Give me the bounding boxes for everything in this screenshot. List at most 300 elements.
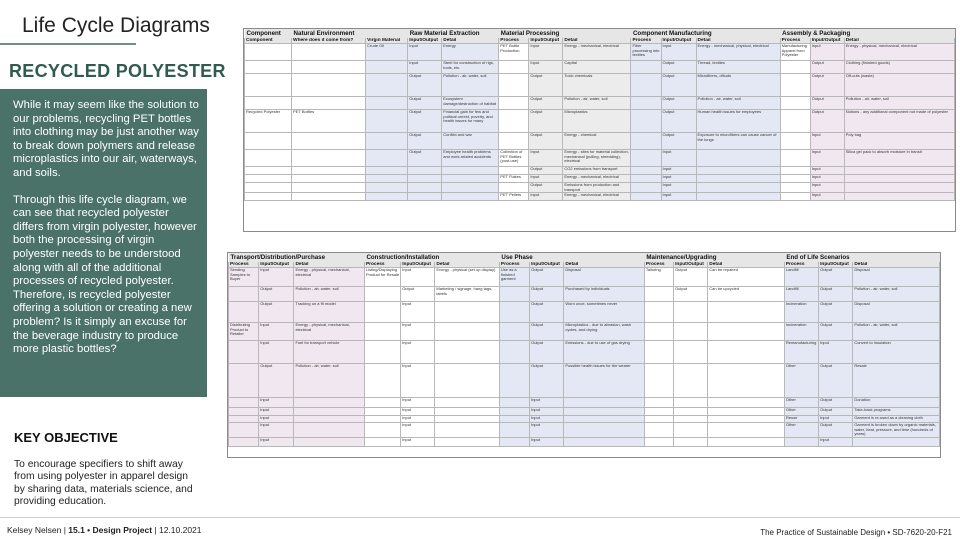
stage-group-label: Component (245, 29, 292, 38)
table-cell (780, 133, 810, 150)
table-cell (564, 398, 645, 408)
table-cell: Output (529, 133, 563, 150)
column-header: Input/Output (661, 38, 696, 44)
column-header: Input/Output (529, 38, 563, 44)
column-header: Input/Output (259, 262, 294, 268)
table-row (245, 74, 955, 97)
table-cell (499, 408, 529, 416)
table-cell: Output (529, 110, 563, 133)
table-cell: Input (259, 323, 294, 341)
footer-course: The Practice of Sustainable Design • SD-7620-20-F21 (760, 528, 952, 537)
stage-group-label: Material Processing (499, 29, 631, 38)
table-cell: PET Pellets (499, 193, 529, 201)
table-cell: Input (530, 416, 564, 423)
column-header: Detail (294, 262, 365, 268)
table-cell: Output (529, 183, 563, 193)
table-cell (364, 423, 400, 438)
table-cell: Emissions - due to use of gas drying (564, 341, 645, 364)
table-cell: Input (530, 437, 564, 446)
table-cell (674, 416, 708, 423)
table-cell (708, 302, 785, 323)
table-cell (435, 364, 499, 398)
table-cell (366, 183, 408, 193)
lifecycle-table-bottom-grid (228, 253, 940, 447)
table-cell: Input (401, 416, 435, 423)
table-cell (631, 133, 661, 150)
column-header: Virgin Material (366, 38, 408, 44)
table-cell (674, 437, 708, 446)
table-cell: Landfill (784, 287, 818, 302)
table-row (229, 302, 940, 323)
table-cell (366, 61, 408, 74)
table-cell (631, 183, 661, 193)
table-cell: Worn once, sometimes never (564, 302, 645, 323)
stage-group-label: Construction/Installation (364, 253, 499, 262)
table-cell: Steel for construction of rigs, tools, etc. (442, 61, 499, 74)
table-cell (442, 193, 499, 201)
table-cell (292, 183, 366, 193)
table-cell: Energy (442, 44, 499, 61)
table-cell (499, 364, 529, 398)
table-cell (708, 423, 785, 438)
table-cell (708, 398, 785, 408)
table-cell (229, 341, 259, 364)
table-cell (631, 150, 661, 167)
table-cell (245, 193, 292, 201)
key-objective-text: To encourage specifiers to shift away from using polyester in apparel design by sharing data, materials science, and providing education. (14, 459, 193, 508)
table-cell (408, 167, 442, 175)
table-cell (292, 74, 366, 97)
table-cell: Pollution - air, water, soil (294, 364, 365, 398)
table-cell (245, 175, 292, 183)
table-cell (644, 423, 673, 438)
table-cell: Microplastics - due to abrasion, wash cycles, and drying (564, 323, 645, 341)
table-cell (499, 323, 529, 341)
table-row (245, 133, 955, 150)
table-cell: Input (810, 44, 844, 61)
table-cell: Microfibers, offcuts (696, 74, 780, 97)
table-cell (644, 323, 673, 341)
stage-group-row (245, 29, 955, 38)
column-header: Process (644, 262, 673, 268)
column-header: Process (784, 262, 818, 268)
table-cell (644, 408, 673, 416)
column-header: Detail (844, 38, 954, 44)
table-cell (696, 193, 780, 201)
table-cell (674, 423, 708, 438)
table-cell (292, 97, 366, 110)
table-cell: Listing/Displaying Product for Resale (364, 268, 400, 287)
table-cell: Output (530, 268, 564, 287)
table-cell (408, 193, 442, 201)
table-cell (631, 97, 661, 110)
column-header: Detail (708, 262, 785, 268)
table-cell (364, 364, 400, 398)
table-cell (674, 398, 708, 408)
table-cell (366, 175, 408, 183)
table-cell: Pollution - air, water, soil (696, 97, 780, 110)
table-cell: Landfill (784, 268, 818, 287)
column-header: Detail (442, 38, 499, 44)
table-cell (674, 341, 708, 364)
table-cell: Input (259, 416, 294, 423)
table-cell: Incineration (784, 302, 818, 323)
table-cell: Output (661, 74, 696, 97)
table-cell (780, 150, 810, 167)
table-cell: Output (259, 302, 294, 323)
table-cell (780, 74, 810, 97)
table-cell (696, 150, 780, 167)
table-cell: Remanufacturing (784, 341, 818, 364)
table-cell: Recycled Polyester (245, 110, 292, 133)
table-cell: Input (401, 398, 435, 408)
table-cell (499, 287, 529, 302)
table-cell (708, 437, 785, 446)
description-paragraph-1: While it may seem like the solution to our problems, recycling PET bottles into clothing may be just another way to break down polymers and release microplastics into our air, waterways, and soils. (13, 99, 199, 179)
table-cell: Input (810, 183, 844, 193)
table-cell: Thread, textiles (696, 61, 780, 74)
table-cell: Input (661, 150, 696, 167)
description-paragraph-2: Through this life cycle diagram, we can see that recycled polyester differs from virgin polyester, however both the processing of virgin polyester needs to be understood along with all of the additional processes of recycled polyester. Therefore, is recycled polyester offering a solution or creating a new problem? Is it simply an excuse for the beverage industry to produce more plastic bottles? (13, 193, 197, 356)
table-cell: Reuse (784, 416, 818, 423)
table-cell: Emissions from production and transport (563, 183, 631, 193)
table-cell: Output (530, 323, 564, 341)
table-cell: Input (401, 423, 435, 438)
column-header: Input/Output (401, 262, 435, 268)
table-cell: Input (810, 133, 844, 150)
table-cell (229, 398, 259, 408)
table-cell: Tailoring (644, 268, 673, 287)
table-cell (780, 193, 810, 201)
table-row (245, 193, 955, 201)
table-cell (435, 302, 499, 323)
table-cell: Input (529, 61, 563, 74)
lifecycle-table-top-grid (244, 29, 955, 201)
table-cell (245, 167, 292, 175)
table-cell: Output (810, 97, 844, 110)
table-cell: Output (529, 74, 563, 97)
table-cell: Output (819, 364, 853, 398)
table-row (245, 110, 955, 133)
table-cell (631, 61, 661, 74)
key-objective-heading: KEY OBJECTIVE (14, 430, 118, 445)
table-cell (229, 302, 259, 323)
table-cell: Output (810, 61, 844, 74)
table-cell (499, 133, 529, 150)
table-cell (229, 364, 259, 398)
table-cell: Energy - chemical (563, 133, 631, 150)
table-cell (366, 150, 408, 167)
table-cell: Input (810, 167, 844, 175)
table-cell (644, 287, 673, 302)
table-cell: Input (810, 193, 844, 201)
table-cell (366, 167, 408, 175)
table-cell: Output (530, 341, 564, 364)
table-cell (294, 416, 365, 423)
column-header: Process (780, 38, 810, 44)
table-cell (564, 423, 645, 438)
table-cell (435, 341, 499, 364)
table-cell: Distributing Product to Retailer (229, 323, 259, 341)
table-row (229, 341, 940, 364)
table-cell: Input (529, 150, 563, 167)
table-cell: Output (529, 97, 563, 110)
table-cell: Garment is broken down by organic materials, water, heat, pressure, and time (hundreds of years) (853, 423, 940, 438)
footer-project: 15.1 • Design Project (68, 525, 153, 535)
table-row (245, 183, 955, 193)
table-cell: Input (259, 423, 294, 438)
stage-group-label: Maintenance/Upgrading (644, 253, 784, 262)
stage-group-label: Component Manufacturing (631, 29, 780, 38)
table-cell (674, 408, 708, 416)
table-cell: Energy - mechanical, physical, electrical (696, 44, 780, 61)
table-cell (294, 398, 365, 408)
table-cell (780, 110, 810, 133)
table-cell: Input (259, 341, 294, 364)
table-cell (564, 437, 645, 446)
table-cell: Input (810, 175, 844, 183)
stage-group-label: Natural Environment (292, 29, 408, 38)
table-row (229, 398, 940, 408)
footer-author: Kelsey Nelsen | (7, 525, 69, 535)
table-cell (644, 364, 673, 398)
table-cell: Pollution - air, water, soil (853, 323, 940, 341)
table-cell (499, 437, 529, 446)
stage-group-label: Raw Material Extraction (408, 29, 499, 38)
table-cell: Input (529, 175, 563, 183)
table-cell: Can be upcycled (708, 287, 785, 302)
table-cell: Output (661, 110, 696, 133)
column-header: Process (364, 262, 400, 268)
table-cell: Sending Samples to Buyer (229, 268, 259, 287)
table-cell: Energy - mechanical, electrical (563, 193, 631, 201)
stage-group-label: End of Life Scenarios (784, 253, 939, 262)
table-cell: Output (408, 74, 442, 97)
table-cell (844, 183, 954, 193)
table-cell: Collection of PET Bottles (post-use) (499, 150, 529, 167)
table-row (229, 423, 940, 438)
table-cell: Input (819, 341, 853, 364)
table-cell: Possible health issues for the wearer (564, 364, 645, 398)
table-cell (245, 74, 292, 97)
table-cell (499, 341, 529, 364)
section-heading: RECYCLED POLYESTER (9, 61, 226, 81)
table-cell (780, 175, 810, 183)
column-header: Input/Output (674, 262, 708, 268)
table-cell (708, 364, 785, 398)
description-panel (0, 89, 207, 397)
table-cell: Input (819, 416, 853, 423)
table-row (245, 175, 955, 183)
table-cell (844, 193, 954, 201)
table-cell: Input (661, 167, 696, 175)
table-cell (245, 44, 292, 61)
table-cell (245, 183, 292, 193)
table-row (229, 416, 940, 423)
table-cell (366, 193, 408, 201)
table-cell (644, 437, 673, 446)
table-cell (292, 193, 366, 201)
table-cell: Fuel for transport vehicle (294, 341, 365, 364)
table-cell (499, 302, 529, 323)
table-cell (674, 302, 708, 323)
table-cell (708, 408, 785, 416)
table-cell: Employee health problems and work-related accidents (442, 150, 499, 167)
table-cell (674, 364, 708, 398)
table-cell: Notions - any additional component not made of polyester (844, 110, 954, 133)
table-cell (294, 437, 365, 446)
table-row (245, 44, 955, 61)
table-cell: PET Bottle Production (499, 44, 529, 61)
table-cell: Disposal (853, 302, 940, 323)
table-cell: Input (401, 408, 435, 416)
column-header: Input/Output (530, 262, 564, 268)
table-cell (229, 287, 259, 302)
table-cell: Input (401, 302, 435, 323)
table-cell (499, 74, 529, 97)
table-row (245, 97, 955, 110)
table-cell: Marketing / signage, hang tags, labels (435, 287, 499, 302)
column-header: Detail (435, 262, 499, 268)
table-cell: Input (819, 437, 853, 446)
table-cell (631, 193, 661, 201)
table-cell (780, 97, 810, 110)
table-cell: Other (784, 398, 818, 408)
table-cell: Can be repaired (708, 268, 785, 287)
table-cell: Pollution - air, water, soil (442, 74, 499, 97)
table-cell: Input (401, 323, 435, 341)
table-cell (708, 323, 785, 341)
table-cell (499, 398, 529, 408)
table-cell (366, 110, 408, 133)
table-cell (435, 408, 499, 416)
table-cell: Output (408, 150, 442, 167)
table-cell (844, 167, 954, 175)
stage-group-label: Transport/Distribution/Purchase (229, 253, 365, 262)
table-cell (631, 175, 661, 183)
table-cell: Input (401, 437, 435, 446)
table-cell (245, 61, 292, 74)
table-cell (408, 183, 442, 193)
column-header: Detail (563, 38, 631, 44)
table-cell: Pollution - air, water, soil (853, 287, 940, 302)
table-row (245, 61, 955, 74)
table-cell: Energy - mechanical, electrical (563, 175, 631, 183)
table-cell (696, 167, 780, 175)
lifecycle-table-top (243, 28, 956, 232)
table-cell: Tracking on a fit model (294, 302, 365, 323)
table-cell (499, 61, 529, 74)
table-cell: Input (408, 61, 442, 74)
column-header: Input/Output (810, 38, 844, 44)
stage-group-row (229, 253, 940, 262)
table-cell: CO2 emissions from transport (563, 167, 631, 175)
table-cell: Input (661, 183, 696, 193)
table-cell: Fiber processing into textiles (631, 44, 661, 61)
table-cell (499, 416, 529, 423)
table-cell: Output (819, 268, 853, 287)
table-cell: Pollution - air, water, soil (563, 97, 631, 110)
table-row (229, 437, 940, 446)
table-cell: Toxic chemicals (563, 74, 631, 97)
table-cell (245, 150, 292, 167)
table-cell (853, 437, 940, 446)
table-cell: Output (661, 97, 696, 110)
table-cell (844, 175, 954, 183)
table-cell: Input (401, 341, 435, 364)
table-cell (564, 408, 645, 416)
table-cell (780, 167, 810, 175)
table-cell: Take-back programs (853, 408, 940, 416)
table-cell (292, 175, 366, 183)
column-header: Component (245, 38, 292, 44)
table-cell (499, 110, 529, 133)
table-cell: PET Bottles (292, 110, 366, 133)
table-cell: Output (819, 302, 853, 323)
table-cell (442, 167, 499, 175)
column-header: Process (631, 38, 661, 44)
table-cell (292, 61, 366, 74)
table-cell (631, 74, 661, 97)
table-cell (245, 97, 292, 110)
column-header: Process (499, 262, 529, 268)
table-cell (696, 183, 780, 193)
table-cell: Energy - physical, mechanical, electrical (294, 323, 365, 341)
table-cell: Energy - physical, mechanical, electrical (844, 44, 954, 61)
table-cell: Off-cuts (waste) (844, 74, 954, 97)
stage-group-label: Use Phase (499, 253, 644, 262)
table-cell: Input (529, 44, 563, 61)
table-cell: Human health issues for employees (696, 110, 780, 133)
table-cell (364, 437, 400, 446)
table-cell: Output (408, 97, 442, 110)
table-cell: Output (259, 287, 294, 302)
table-cell: Financial gain for few and political unrest, poverty, and health issues for many (442, 110, 499, 133)
table-row (229, 408, 940, 416)
table-cell (435, 398, 499, 408)
table-cell (364, 302, 400, 323)
table-cell (292, 133, 366, 150)
table-cell: Donation (853, 398, 940, 408)
table-cell: Input (530, 423, 564, 438)
table-cell: Other (784, 364, 818, 398)
table-cell (294, 423, 365, 438)
table-cell: Other (784, 423, 818, 438)
table-cell: Input (408, 44, 442, 61)
column-header: Detail (564, 262, 645, 268)
table-cell: Crude Oil (366, 44, 408, 61)
table-cell: Energy - physical, mechanical, electrical (294, 268, 365, 287)
table-cell: Output (530, 302, 564, 323)
table-cell (292, 167, 366, 175)
table-cell: Convert to insulation (853, 341, 940, 364)
table-cell: Manufacturing Apparel from Polyester (780, 44, 810, 61)
table-cell: Output (819, 287, 853, 302)
table-cell (435, 323, 499, 341)
table-cell (292, 150, 366, 167)
table-cell: Incineration (784, 323, 818, 341)
table-cell (442, 175, 499, 183)
table-cell: Input (259, 398, 294, 408)
table-cell (644, 416, 673, 423)
table-cell: Input (401, 268, 435, 287)
table-cell (784, 437, 818, 446)
table-cell (708, 341, 785, 364)
table-cell (364, 341, 400, 364)
table-cell: Input (661, 175, 696, 183)
table-cell (499, 183, 529, 193)
table-cell: Ecosystem damage/destruction of habitat (442, 97, 499, 110)
